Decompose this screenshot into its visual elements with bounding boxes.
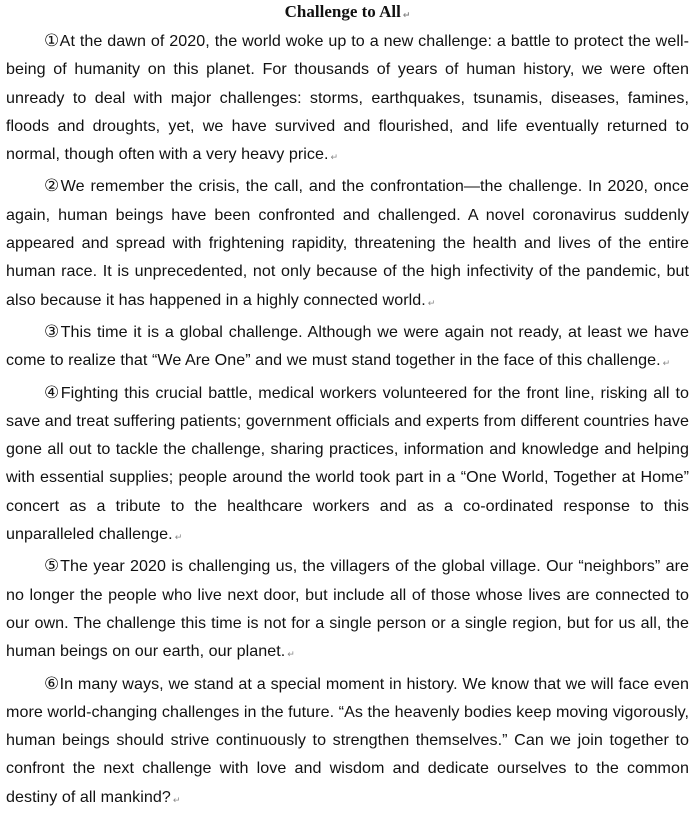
- paragraph-number: ⑤: [44, 556, 61, 577]
- document-title: [6, 0, 689, 27]
- paragraph-mark-icon: ↵: [287, 650, 295, 661]
- paragraph-mark-icon: ↵: [402, 11, 411, 21]
- paragraph-mark-icon: ↵: [662, 359, 671, 370]
- paragraph-2: [6, 172, 689, 317]
- paragraph-text: At the dawn of 2020, the world woke up to a new challenge: a battle to protect the well-being of humanity on this planet. For thousands of years of human history, we were often unready to deal with major challenges: storms, earthquakes, tsunamis, diseases, famines, floods and droughts, yet, we have survived and flourished, and life eventually returned to normal, though often with a very heavy price.: [6, 32, 689, 164]
- paragraph-number: ①: [44, 31, 60, 51]
- paragraph-number: ③: [44, 321, 61, 342]
- paragraph-3: [6, 318, 689, 379]
- paragraph-mark-icon: ↵: [427, 298, 436, 309]
- paragraph-mark-icon: ↵: [172, 795, 181, 806]
- paragraph-number: ④: [44, 382, 61, 403]
- paragraph-number: ⑥: [44, 673, 60, 694]
- paragraph-4: [6, 379, 689, 553]
- paragraph-text: Fighting this crucial battle, medical workers volunteered for the front line, risking all to save and treat suffering patients; government officials and experts from different countries have gone all out to tackle the challenge, sharing practices, information and knowledge and helping with essential supplies; people around the world took part in a “One World, Together at Home” concert as a tribute to the healthcare workers and as a co-ordinated response to this unparalleled challenge.: [6, 383, 689, 544]
- paragraph-mark-icon: ↵: [174, 533, 183, 544]
- paragraph-text: This time it is a global challenge. Although we were again not ready, at least we have come to realize that “We Are One” and we must stand together in the face of this challenge.: [6, 322, 689, 370]
- title-text: Challenge to All: [284, 2, 401, 21]
- paragraph-text: In many ways, we stand at a special moment in history. We know that we will face even more world-changing challenges in the future. “As the heavenly bodies keep moving vigorously, human beings should strive continuously to strengthen themselves.” Can we join together to confront the next challenge with love and wisdom and dedicate ourselves to the common destiny of all mankind?: [6, 674, 689, 806]
- paragraph-text: We remember the crisis, the call, and the confrontation—the challenge. In 2020, once again, human beings have been confronted and challenged. A novel coronavirus suddenly appeared and spread with frightening rapidity, threatening the health and lives of the entire human race. It is unprecedented, not only because of the high infectivity of the pandemic, but also because it has happened in a highly connected world.: [6, 177, 689, 309]
- paragraph-mark-icon: ↵: [330, 153, 339, 164]
- paragraph-text: The year 2020 is challenging us, the villagers of the global village. Our “neighbors” are no longer the people who live next door, but include all of those whose lives are connected to our own. The challenge this time is not for a single person or a single region, but for us all, the human beings on our earth, our planet.: [6, 557, 689, 661]
- paragraph-number: ②: [44, 176, 61, 197]
- paragraph-1: [6, 27, 689, 172]
- paragraph-6: [6, 670, 689, 815]
- paragraph-5: [6, 552, 689, 669]
